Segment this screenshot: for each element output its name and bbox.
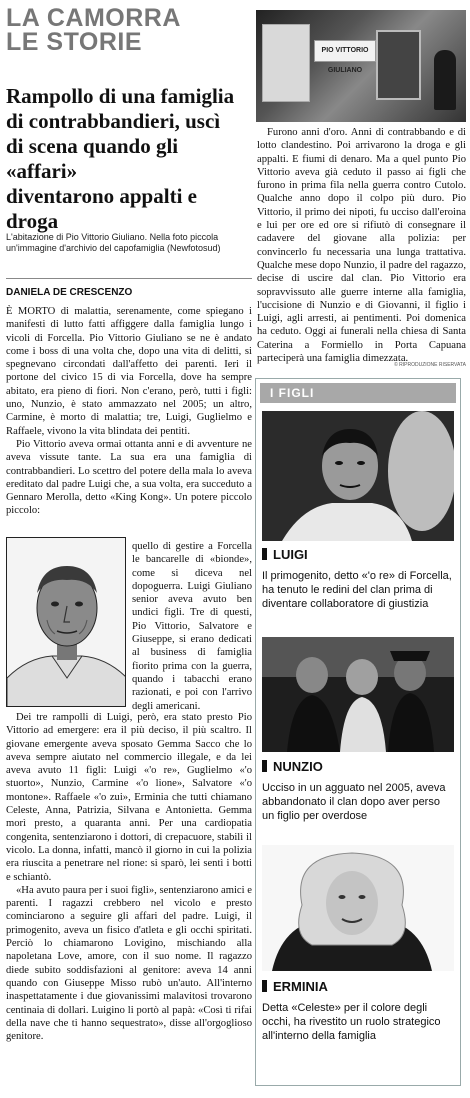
child-name-luigi: LUIGI bbox=[262, 547, 308, 562]
person-silhouette bbox=[434, 50, 456, 110]
child-name-erminia: ERMINIA bbox=[262, 979, 328, 994]
article-paragraph: Furono anni d'oro. Anni di contrabbando e di lotto clandestino. Poi arrivarono la droga e gli appalti. E fiumi di denaro. Ma a quel punto Pio Vittorio aveva già ceduto il passo ai figli che furono in prima fila nella guerra contro Cutolo. Qualche anno dopo il colpo più duro. Pio Vittorio, il primo dei nipoti, fu ucciso dall'eroina e lui per ore ed ore si rifiutò di consegnare il cadavere del giovane alla polizia: per convincerlo fu necessaria una lunga trattativa. Qualche mese dopo Nunzio, il padre del ragazzo, decise di uscire dal clan. Pio Vittorio era sopravvissuto alle guerre interne alla famiglia, l'uccisione di Nunzio e di Giovanni, il figlio i Luigi, agli arresti, ai pentimenti. Poi domenica ha ceduto. Oggi ai funerali nella chiesa di Santa Caterina a Formiello in Porta Capuana parteciperà una famiglia dimezzata. bbox=[257, 127, 466, 365]
children-header: I FIGLI bbox=[260, 383, 456, 403]
headline bbox=[6, 84, 252, 234]
child-desc-erminia: Detta «Celeste» per il colore degli occhi, ha rivestito un ruolo strategico all'interno della famiglia bbox=[262, 1002, 441, 1042]
article-column-1-wrap bbox=[132, 540, 252, 713]
article-paragraph: quello di gestire a Forcella le bancarelle di «bionde», come si diceva nel dopoguerra. Luigi Giuliano senior aveva avuto ben undici figli. Tre di questi, Pio Vittorio, Salvatore e Giuseppe, si erano dedicati al business di famiglia fiorito prima con la guerra, quando i tabacchi erano razionati, e poi con l'arrivo degli americani. bbox=[132, 541, 252, 712]
section-title bbox=[6, 6, 246, 54]
luigi-illustration bbox=[262, 411, 454, 541]
luigi-photo bbox=[262, 411, 454, 541]
child-desc-nunzio: Ucciso in un agguato nel 2005, aveva abbandonato il clan dopo aver perso un figlio per overdose bbox=[262, 782, 446, 822]
photo-caption: L'abitazione di Pio Vittorio Giuliano. Nella foto piccola un'immagine d'archivio del capofamiglia (Newfotosud) bbox=[6, 232, 221, 253]
headline-line3: di scena quando gli «affari» bbox=[6, 134, 179, 183]
article-paragraph: «Ha avuto paura per i suoi figli», sentenziarono amici e parenti. I ragazzi crebbero nel vicolo e presto cominciarono a seguire gli affari del padre. Luigi, il primogenito, aveva un fisico d'atleta e gli occhi spiritati. Perciò lo chiamarono Lovigino, mischiando alla napoletana Love, amore, con il suo nome. Il ragazzo diede subito soddisfazioni al genitore: aveva 14 anni quando con Giuseppe Misso rubò un'auto. All'interno inaspettatamente i due giovanissimi malavitosi trovarono centinaia di dollari. Luigino li portò al papà: «Così ti rifai della nave che ti hanno sequestrato», disse all'orgoglioso genitore. bbox=[6, 884, 252, 1043]
nunzio-photo bbox=[262, 637, 454, 752]
article-column-2 bbox=[257, 126, 466, 365]
headline-line1: Rampollo di una famiglia bbox=[6, 84, 235, 108]
copyright-notice: © RIPRODUZIONE RISERVATA bbox=[394, 362, 466, 368]
byline: DANIELA DE CRESCENZO bbox=[6, 287, 133, 298]
article-column-1-top bbox=[6, 305, 252, 518]
children-sidebar bbox=[255, 378, 461, 1086]
section-title-line2: LE STORIE bbox=[6, 28, 143, 56]
article-column-1-bottom bbox=[6, 711, 252, 1043]
headline-line2: di contrabbandieri, uscì bbox=[6, 109, 221, 133]
portrait-illustration bbox=[7, 538, 126, 707]
section-title-line1: LA CAMORRA bbox=[6, 4, 181, 32]
headline-line4: diventarono appalti e droga bbox=[6, 184, 197, 233]
portrait-photo bbox=[6, 537, 126, 707]
name-plaque: PIO VITTORIO GIULIANO bbox=[314, 40, 376, 62]
article-paragraph: Pio Vittorio aveva ormai ottanta anni e di avventure ne aveva vissute tante. La sua era una famiglia di contrabbandieri. Lo scettro del potere della mala lo aveva ereditato dal padre Luigi che, a sua volta, era succeduto a Gennaro Merolla, detto «King Kong». Un potere piccolo piccolo: bbox=[6, 438, 252, 517]
child-desc-luigi: Il primogenito, detto «'o re» di Forcella, ha tenuto le redini del clan prima di diventare collaboratore di giustizia bbox=[262, 570, 452, 610]
divider bbox=[6, 278, 252, 279]
article-paragraph: È MORTO di malattia, serenamente, come spiegano i manifesti di lutto fatti affiggere dalla famiglia lungo i vicoli di Forcella. Pio Vittorio Giuliano se ne è andato come i boss di una volta che, dopo una vita di delitti, si spegnevano circondati dall'affetto dei parenti. Ieri il portone del civico 15 di via Forcella, dove ha sempre abitato, era pieno di fiori. Non c'erano, però, tutti i figli: uno, Nunzio, è stato ammazzato nel 2005; un altro, Carmine, è morto di malattia; tre, Luigi, Guglielmo e Raffaele, vivono la vita blindata dei pentiti. bbox=[6, 306, 252, 437]
mourning-poster bbox=[262, 24, 310, 102]
article-paragraph: Dei tre rampolli di Luigi, però, era stato presto Pio Vittorio ad emergere: era il più deciso, il più scaltro. Il giovane emergente aveva sposato Gemma Sacco che lo aveva sempre aiutato nel commercio illegale, e da lei aveva avuto 11 figli: Luigi «'o re», Guglielmo «'o stuorto», Nunzio, Carmine «'o lione», Salvatore «'o montone». Raffaele «'o zui», Erminia che tutti chiamano Celeste, Anna, Patrizia, Silvana e Antonietta. Gemma morì presto, a quaranta anni. Per una cardiopatia congenita, sentenziarono i dottori, di crepacuore, stabilì il vicolo. La donna, infatti, mancò il giorno in cui la polizia era riuscita a penetrare nel rione: si sparò, lei sentì i botti e schiantò. bbox=[6, 712, 252, 883]
child-name-nunzio: NUNZIO bbox=[262, 759, 323, 774]
erminia-illustration bbox=[262, 845, 454, 971]
house-photo bbox=[256, 10, 466, 122]
erminia-photo bbox=[262, 845, 454, 971]
doorway bbox=[376, 30, 421, 100]
nunzio-illustration bbox=[262, 637, 454, 752]
